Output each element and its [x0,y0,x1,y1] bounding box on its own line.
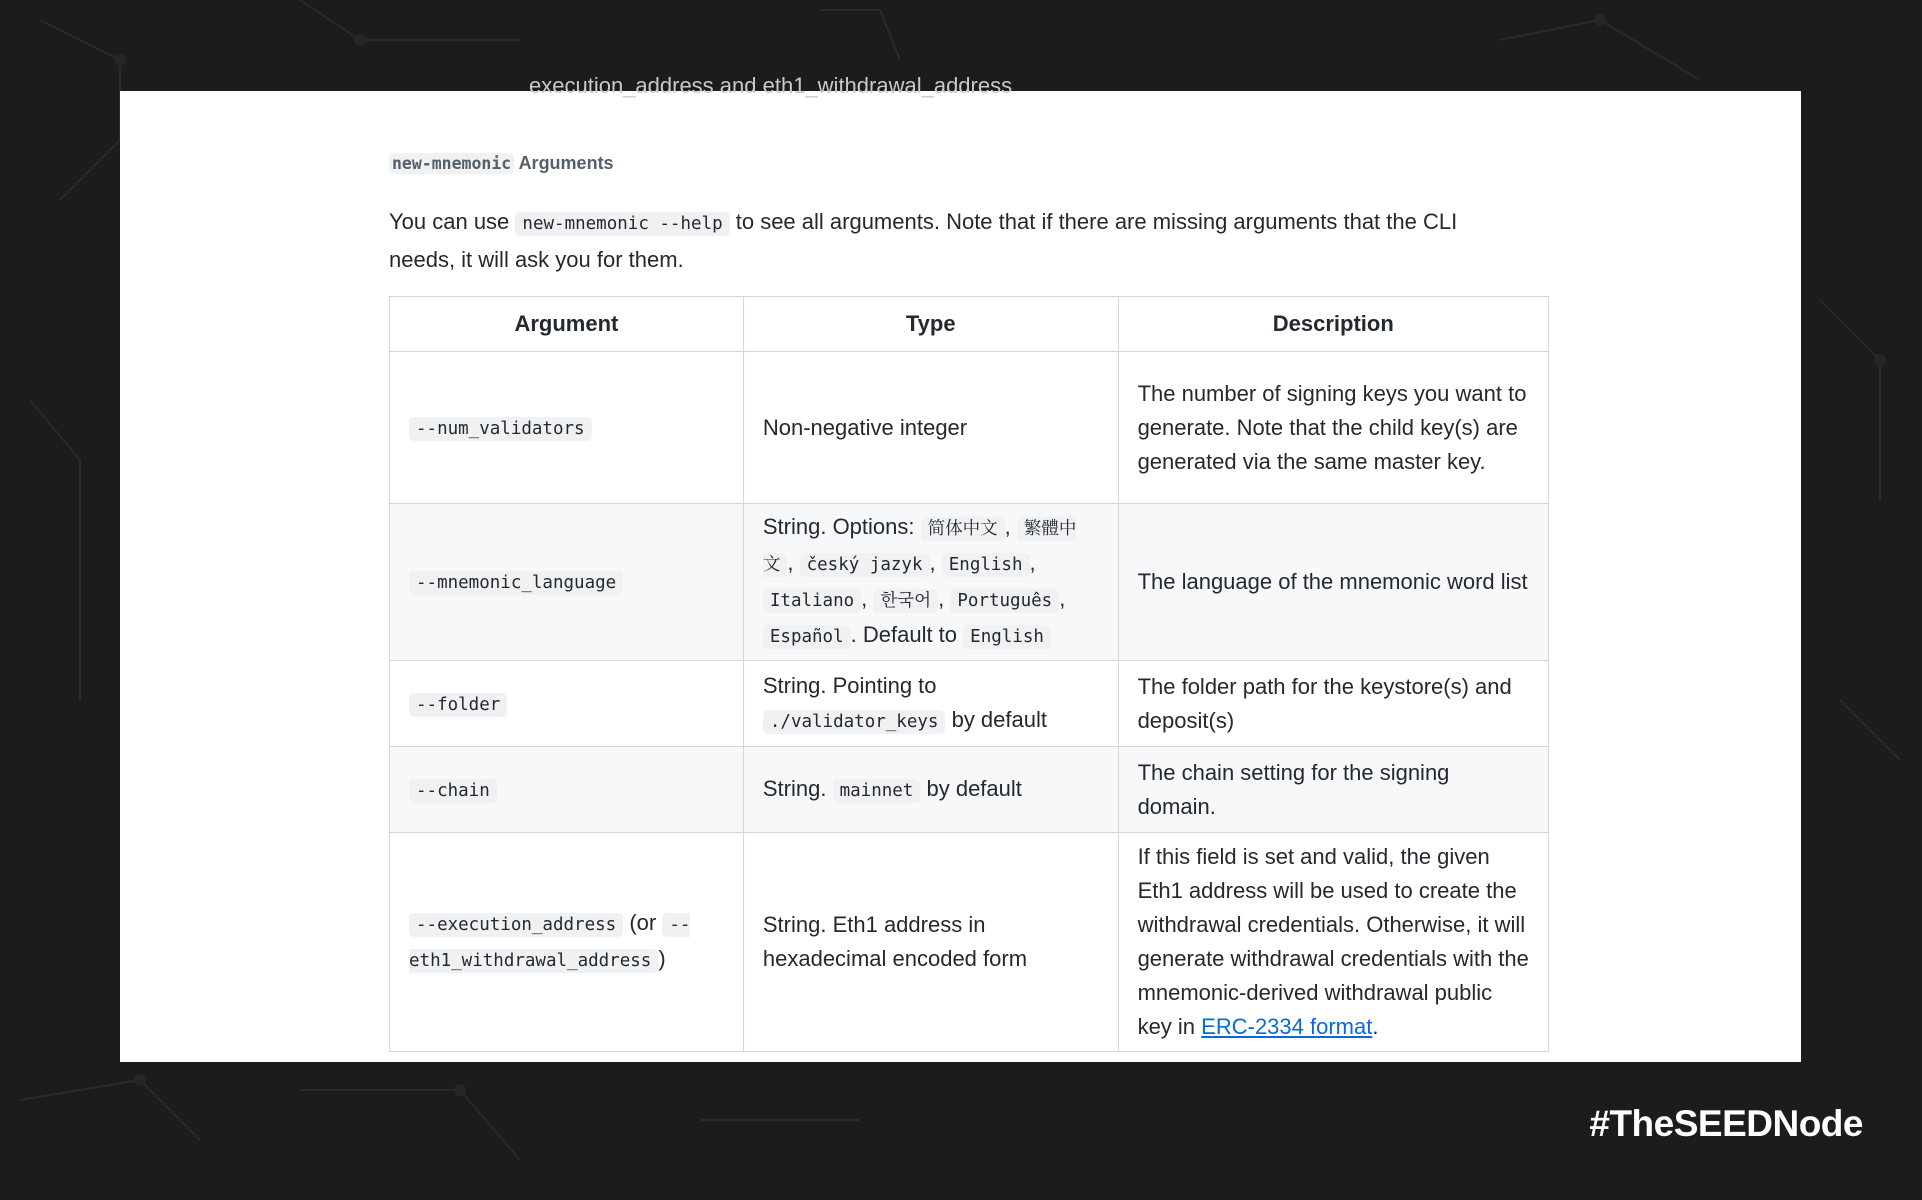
type-cell [743,661,1118,747]
header-argument: Argument [390,297,744,352]
argument-code: --folder [409,693,507,717]
section-subheading [389,153,614,174]
subheading-text: Arguments [518,153,614,173]
option-code: 简体中文 [921,517,1005,541]
header-type: Type [743,297,1118,352]
description-cell: The number of signing keys you want to generate. Note that the child key(s) are generated via the same master key. [1118,352,1548,504]
description-cell [1118,833,1548,1052]
arguments-table [389,296,1549,1052]
argument-code: --mnemonic_language [409,571,623,595]
default-code: English [963,625,1051,649]
type-cell: String. Eth1 address in hexadecimal encoded form [743,833,1118,1052]
description-cell: The folder path for the keystore(s) and deposit(s) [1118,661,1548,747]
argument-cell [390,504,744,661]
table-row [390,747,1549,833]
argument-cell [390,747,744,833]
document-panel [120,73,1801,1062]
argument-cell [390,833,744,1052]
table-row [390,504,1549,661]
faded-heading: execution_address and eth1_withdrawal_address [529,73,1013,98]
option-code: 繁體中文 [762,519,1077,575]
type-prefix: String. Options: [762,514,915,539]
option-code: Português [950,589,1059,613]
option-code: English [942,553,1030,577]
type-cell: Non-negative integer [743,352,1118,504]
default-text: . Default to [850,622,958,647]
intro-text-before: You can use [389,209,510,234]
description-cell: The chain setting for the signing domain. [1118,747,1548,833]
argument-code: --num_validators [409,417,592,441]
table-header-row [390,297,1549,352]
table-row [390,661,1549,747]
option-code: Español [763,625,851,649]
argument-cell [390,661,744,747]
description-text: If this field is set and valid, the given Eth1 address will be used to create the withdrawal credentials. Otherwise, it will generate withdrawal credentials with the mnemonic-derived withdrawal public key in [1137,844,1529,1039]
table-row [390,352,1549,504]
watermark-hashtag: #TheSEEDNode [1589,1103,1863,1144]
argument-code: --chain [409,779,497,803]
option-code: 한국어 [873,589,938,613]
type-prefix: String. [762,775,827,801]
argument-cell [390,352,744,504]
alt-close: ) [658,946,666,971]
option-code: Italiano [763,589,861,613]
type-suffix: by default [951,706,1047,732]
intro-code: new-mnemonic --help [515,212,729,236]
type-prefix: String. Pointing to [762,672,937,698]
alt-open: (or [629,910,657,935]
type-cell: String. Options: 简体中文 , 繁體中文 , český jazyk , English , Italiano , 한국어 , Português , Español . Default to English [743,504,1118,661]
intro-paragraph [389,204,1529,277]
header-description: Description [1118,297,1548,352]
description-cell: The language of the mnemonic word list [1118,504,1548,661]
type-cell [743,747,1118,833]
alt-argument-code: --eth1_withdrawal_address [409,915,691,971]
erc-2334-link[interactable]: ERC-2334 format [1201,1014,1373,1039]
option-code: český jazyk [800,553,930,577]
type-code: mainnet [833,779,921,803]
table-row [390,833,1549,1052]
description-end: . [1372,1014,1379,1039]
subheading-code: new-mnemonic [389,153,514,174]
intro-text-after: to see all arguments. Note that if there are missing arguments that the CLI needs, it will ask you for them. [389,209,1458,272]
argument-code: --execution_address [409,913,623,937]
type-code: ./validator_keys [763,710,946,734]
type-suffix: by default [926,775,1022,801]
